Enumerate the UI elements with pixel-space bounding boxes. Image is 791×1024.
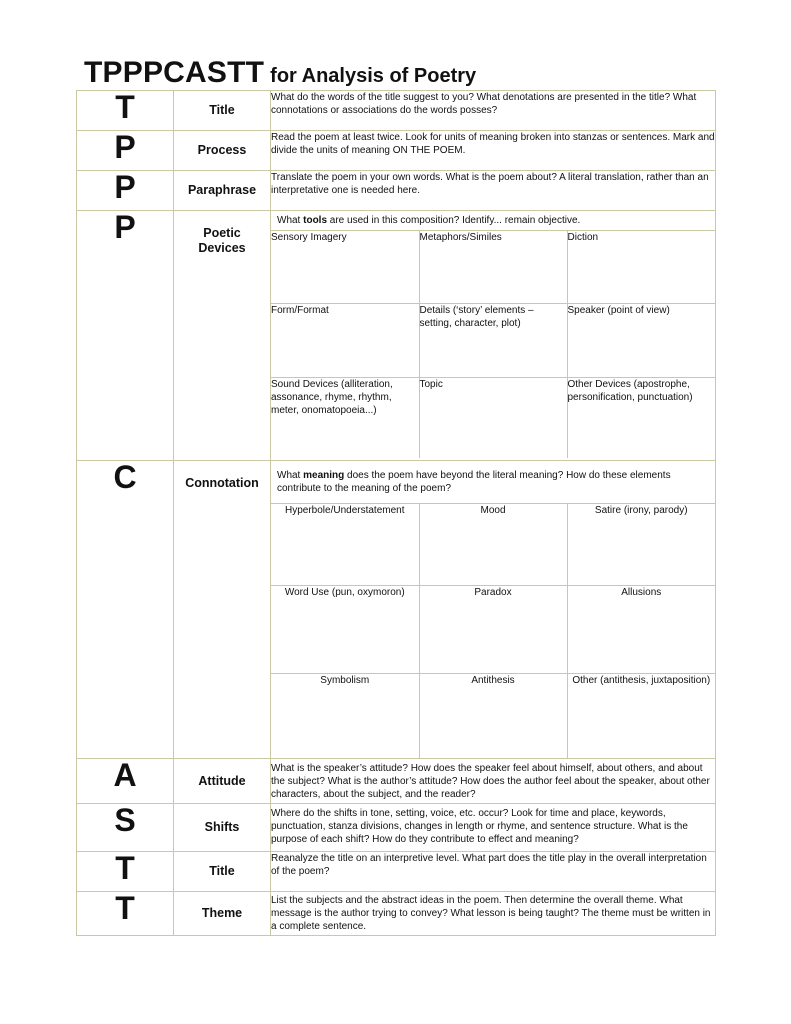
row-title <box>77 91 716 131</box>
desc-connotation-post: does the poem have beyond the literal meaning? How do these elements contribute to the meaning of the poem? <box>277 470 671 494</box>
cell-allusions: Allusions <box>567 586 715 674</box>
letter-p-process: P <box>77 131 174 171</box>
desc-theme: List the subjects and the abstract ideas in the poem. Then determine the overall theme. What message is the author trying to convey? What lesson is being taught? The theme must be written in a complete sentence. <box>271 892 716 936</box>
cell-symbolism: Symbolism <box>271 674 419 758</box>
title-subtitle: for Analysis of Poetry <box>270 65 477 87</box>
poetic-devices-grid <box>271 230 715 458</box>
label-poetic-line1: Poetic <box>203 226 241 240</box>
desc-connotation-pre: What <box>277 470 304 481</box>
desc-process: Read the poem at least twice. Look for units of meaning broken into stanzas or sentences. Mark and divide the units of meaning ON THE POEM. <box>271 131 716 171</box>
label-theme: Theme <box>174 892 271 936</box>
letter-p-poetic: P <box>77 211 174 461</box>
desc-title: What do the words of the title suggest to you? What denotations are presented in the title? What connotations or associations do the words posses? <box>271 91 716 131</box>
label-title-2: Title <box>174 852 271 892</box>
row-attitude <box>77 759 716 804</box>
cell-metaphors-similes: Metaphors/Similes <box>419 231 567 304</box>
cell-mood: Mood <box>419 504 567 586</box>
row-shifts <box>77 804 716 852</box>
desc-poetic-bold: tools <box>303 215 328 226</box>
letter-a-attitude: A <box>77 759 174 804</box>
desc-shifts: Where do the shifts in tone, setting, voice, etc. occur? Look for time and place, keywords, punctuation, stanza divisions, changes in length or rhyme, and sentence structure. What is the purpose of each shift? How do they contribute to effect and meaning? <box>271 804 716 852</box>
poetic-devices-panel <box>271 211 716 461</box>
label-poetic-devices <box>174 211 271 461</box>
row-poetic-devices <box>77 211 716 461</box>
cell-speaker: Speaker (point of view) <box>567 304 715 378</box>
tpppcastt-table <box>76 90 716 936</box>
desc-poetic-post: are used in this composition? Identify... remain objective. <box>327 215 581 226</box>
label-poetic-line2: Devices <box>198 241 246 255</box>
cell-antithesis: Antithesis <box>419 674 567 758</box>
cell-other-devices: Other Devices (apostrophe, personification, punctuation) <box>567 378 715 458</box>
label-process: Process <box>174 131 271 171</box>
label-title: Title <box>174 91 271 131</box>
cell-word-use: Word Use (pun, oxymoron) <box>271 586 419 674</box>
letter-c-connotation: C <box>77 461 174 759</box>
desc-poetic-devices <box>271 211 715 230</box>
cell-details: Details (‘story’ elements – setting, character, plot) <box>419 304 567 378</box>
label-attitude: Attitude <box>174 759 271 804</box>
cell-form-format: Form/Format <box>271 304 419 378</box>
cell-sound-devices: Sound Devices (alliteration, assonance, rhyme, rhythm, meter, onomatopoeia...) <box>271 378 419 458</box>
row-title-reanalyze <box>77 852 716 892</box>
letter-p-paraphrase: P <box>77 171 174 211</box>
desc-connotation-bold: meaning <box>303 470 345 481</box>
row-process <box>77 131 716 171</box>
letter-s-shifts: S <box>77 804 174 852</box>
cell-other-juxtaposition: Other (antithesis, juxtaposition) <box>567 674 715 758</box>
label-shifts: Shifts <box>174 804 271 852</box>
cell-topic: Topic <box>419 378 567 458</box>
desc-title-2: Reanalyze the title on an interpretive level. What part does the title play in the overall interpretation of the poem? <box>271 852 716 892</box>
desc-poetic-pre: What <box>277 215 304 226</box>
label-connotation: Connotation <box>174 461 271 759</box>
cell-paradox: Paradox <box>419 586 567 674</box>
title-acronym: TPPPCASTT <box>84 56 265 89</box>
label-paraphrase: Paraphrase <box>174 171 271 211</box>
letter-t-theme: T <box>77 892 174 936</box>
page-title <box>84 56 476 90</box>
cell-hyperbole: Hyperbole/Understatement <box>271 504 419 586</box>
desc-connotation <box>271 461 715 503</box>
letter-t-title-2: T <box>77 852 174 892</box>
desc-paraphrase: Translate the poem in your own words. What is the poem about? A literal translation, rather than an interpretative one is needed here. <box>271 171 716 211</box>
cell-satire: Satire (irony, parody) <box>567 504 715 586</box>
row-theme <box>77 892 716 936</box>
desc-attitude: What is the speaker’s attitude? How does the speaker feel about himself, about others, and about the subject? What is the author’s attitude? How does the author feel about the speaker, about other characters, about the subject, and the reader? <box>271 759 716 804</box>
connotation-grid <box>271 503 715 758</box>
row-connotation <box>77 461 716 759</box>
row-paraphrase <box>77 171 716 211</box>
connotation-panel <box>271 461 716 759</box>
cell-diction: Diction <box>567 231 715 304</box>
letter-t-title: T <box>77 91 174 131</box>
cell-sensory-imagery: Sensory Imagery <box>271 231 419 304</box>
